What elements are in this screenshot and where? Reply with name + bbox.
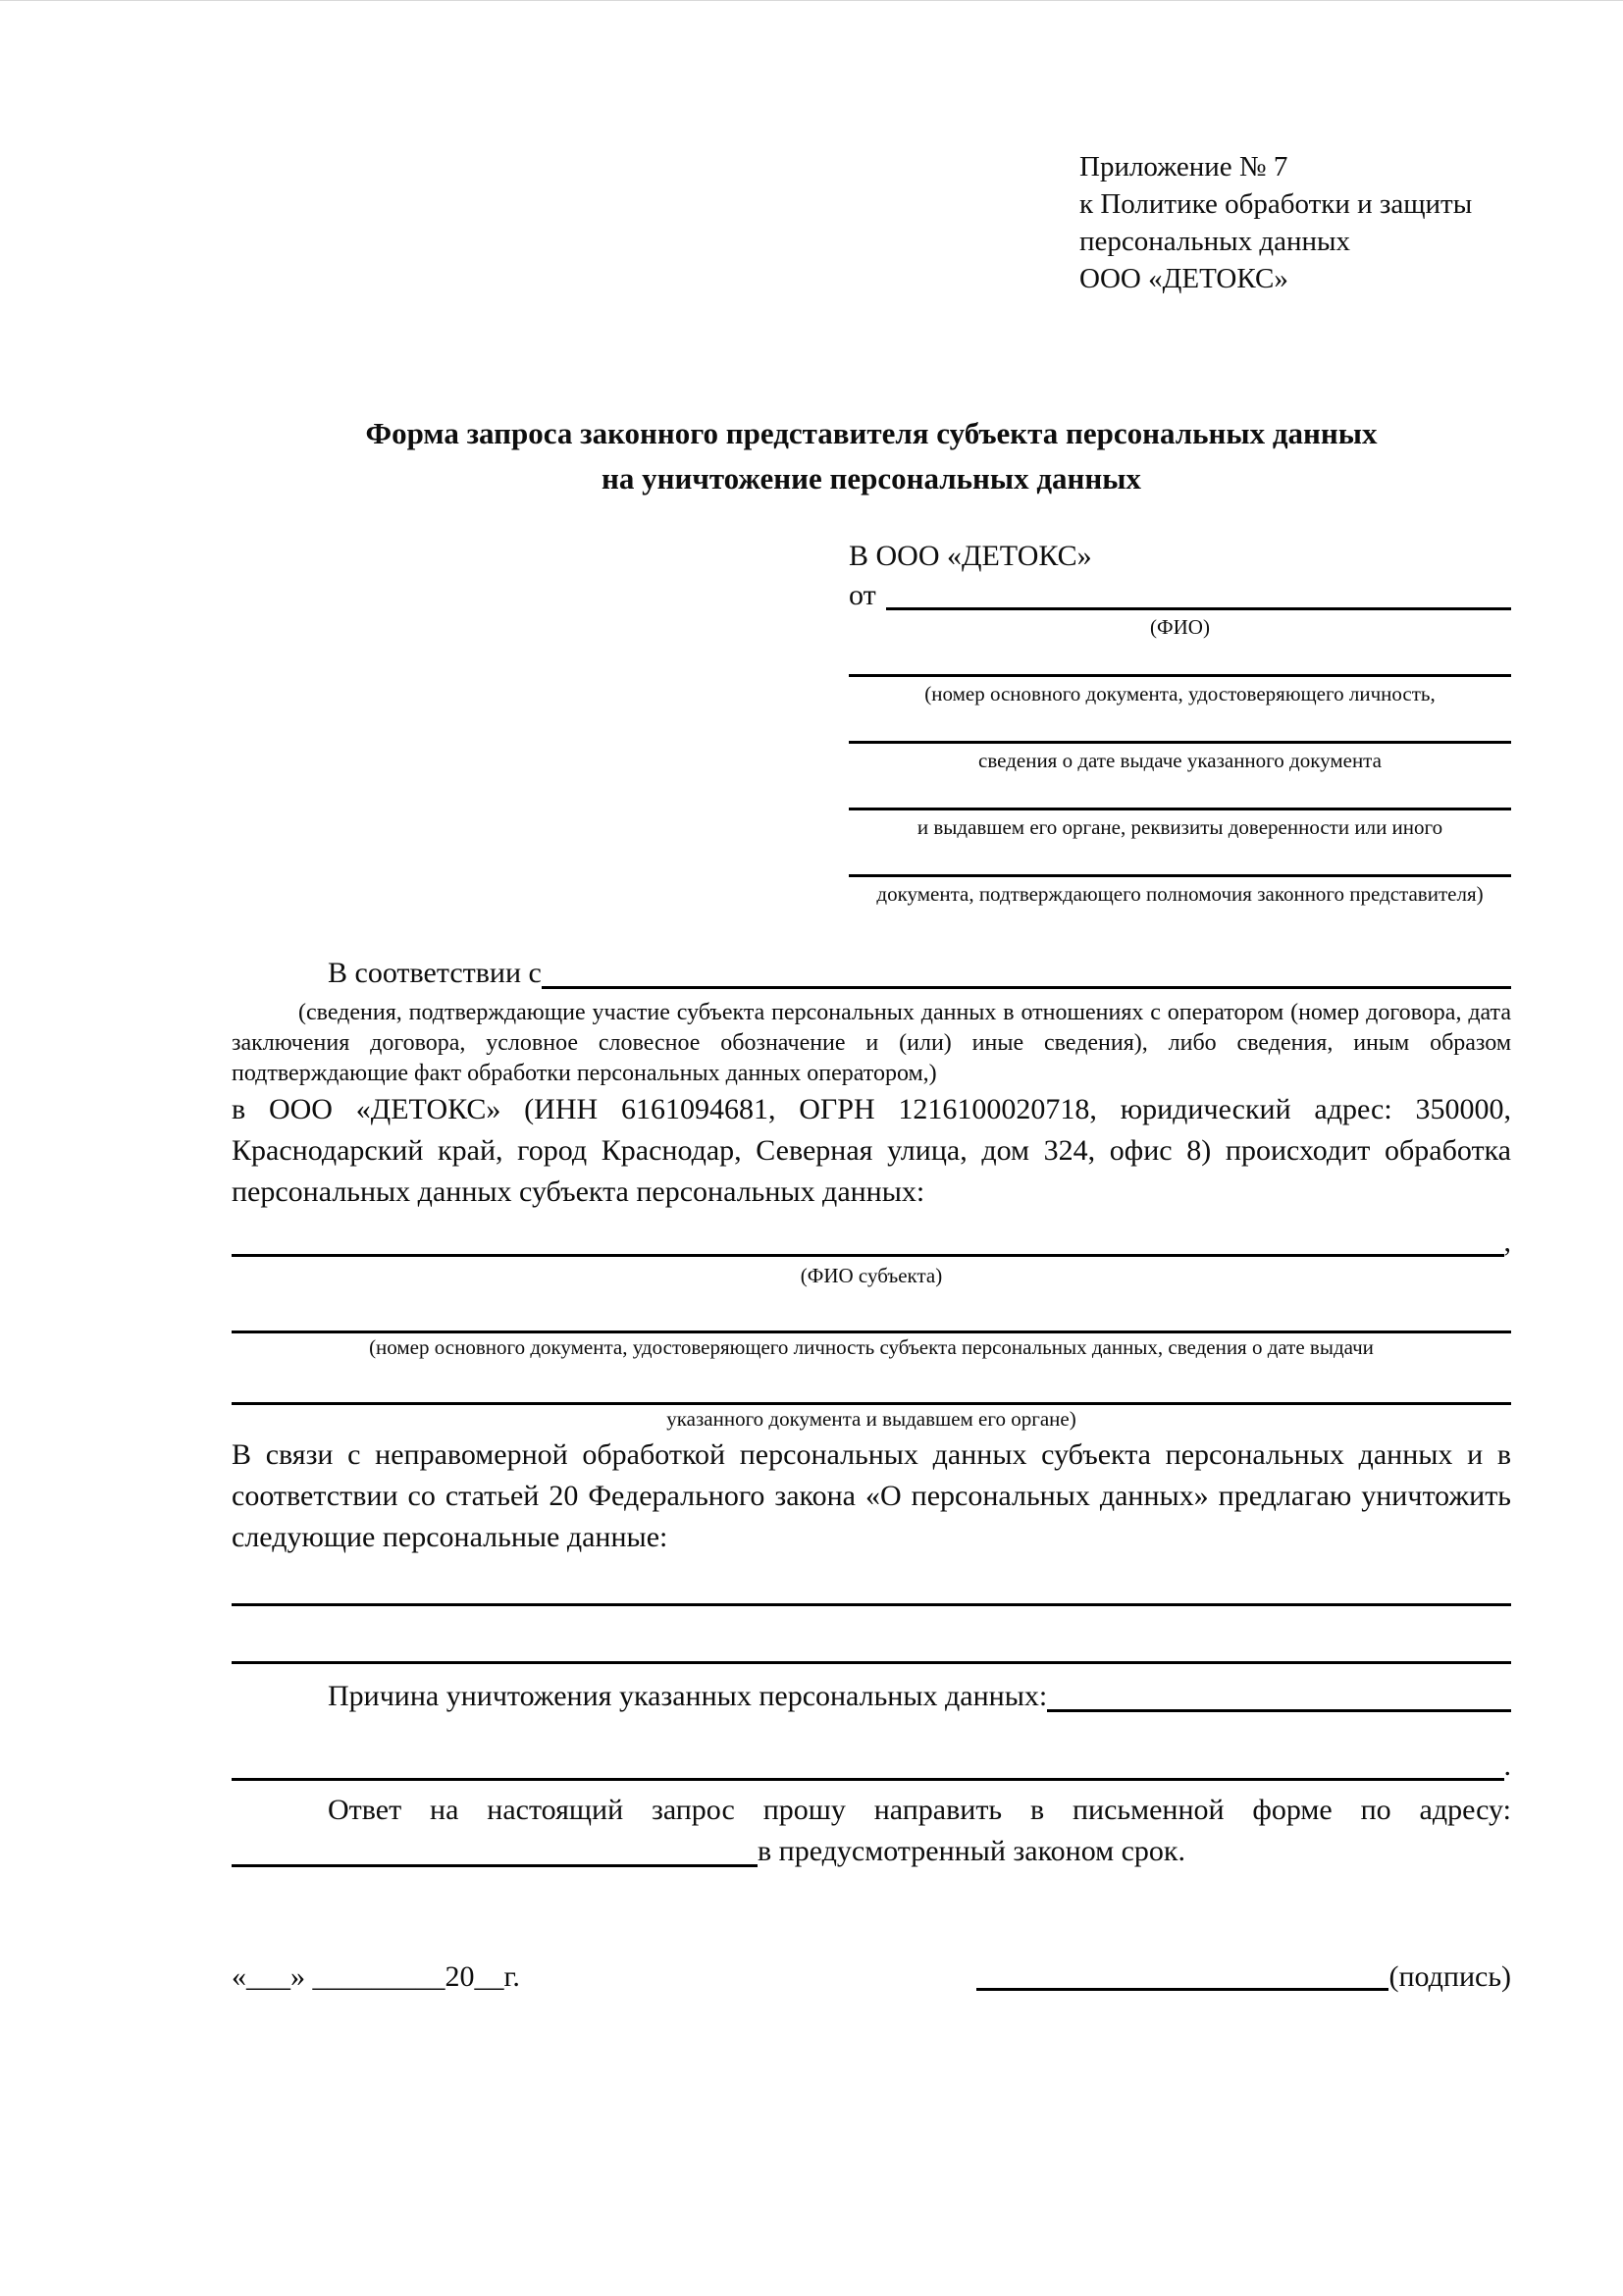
document-title-line-1: Форма запроса законного представителя субъекта персональных данных bbox=[365, 416, 1378, 450]
accordance-footnote: (сведения, подтверждающие участие субъекта персональных данных в отношениях с оператором (номер договора, дата заключения договора, условное словесное обозначение и (или) иные сведения), либо сведения, иным образом подтверждающие факт обработки персональных данных оператором,) bbox=[232, 1000, 1511, 1086]
blank-field-line bbox=[886, 607, 1511, 610]
appendix-note bbox=[1079, 148, 1511, 297]
request-paragraph: В связи с неправомерной обработкой персональных данных субъекта персональных данных и в соответствии со статьей 20 Федерального закона «О персональных данных» предлагаю уничтожить следующие персональные данные: bbox=[232, 1438, 1511, 1553]
field-caption: (номер основного документа, удостоверяющего личность, bbox=[924, 682, 1436, 705]
document-body bbox=[232, 953, 1511, 1998]
operator-paragraph: в ООО «ДЕТОКС» (ИНН 6161094681, ОГРН 1216100020718, юридический адрес: 350000, Краснодарский край, город Краснодар, Северная улица, дом 324, офис 8) происходит обработка персональных данных субъекта персональных данных: bbox=[232, 1093, 1511, 1208]
field-caption: документа, подтверждающего полномочия законного представителя) bbox=[876, 882, 1484, 906]
appendix-line: персональных данных bbox=[1079, 226, 1351, 257]
date-blank: «___» _________20__г. bbox=[232, 1960, 520, 1993]
field-caption: сведения о дате выдаче указанного документа bbox=[978, 749, 1382, 772]
blank-field-line bbox=[542, 986, 1511, 989]
trailing-comma: , bbox=[1503, 1226, 1511, 1258]
blank-field-line bbox=[1047, 1709, 1511, 1712]
answer-tail-text: в предусмотренный законом срок. bbox=[758, 1835, 1185, 1867]
blank-field-line bbox=[232, 1661, 1511, 1664]
blank-field-line bbox=[232, 1254, 1504, 1257]
subject-fio-row bbox=[232, 1223, 1511, 1262]
blank-field-line bbox=[232, 1331, 1511, 1333]
reason-label: Причина уничтожения указанных персональных данных: bbox=[328, 1680, 1048, 1712]
blank-field-line bbox=[849, 674, 1511, 677]
subject-doc-caption-1: (номер основного документа, удостоверяющего личность субъекта персональных данных, сведения о дате выдачи bbox=[369, 1335, 1374, 1359]
blank-field-line bbox=[232, 1778, 1504, 1781]
accordance-row bbox=[232, 953, 1511, 994]
subject-fio-caption: (ФИО субъекта) bbox=[800, 1264, 943, 1287]
blank-field-line bbox=[849, 808, 1511, 810]
trailing-period: . bbox=[1503, 1749, 1511, 1782]
addressee-field bbox=[849, 741, 1511, 772]
subject-doc-caption-2: указанного документа и выдавшем его органе) bbox=[666, 1407, 1076, 1431]
blank-field-line bbox=[849, 874, 1511, 877]
blank-field-line bbox=[232, 1402, 1511, 1405]
addressee-to: В ООО «ДЕТОКС» bbox=[849, 540, 1092, 572]
addressee-field bbox=[849, 674, 1511, 705]
appendix-line: к Политике обработки и защиты bbox=[1079, 188, 1473, 220]
document-content bbox=[0, 1, 1623, 1998]
addressee-from-row bbox=[849, 576, 1511, 615]
blank-field-line bbox=[232, 1603, 1511, 1606]
reason-row bbox=[232, 1676, 1511, 1717]
from-label: от bbox=[849, 579, 876, 611]
answer-paragraph: Ответ на настоящий запрос прошу направить в письменной форме по адресу: bbox=[328, 1794, 1511, 1826]
addressee-field bbox=[849, 808, 1511, 839]
document-title-line-2: на уничтожение персональных данных bbox=[602, 461, 1141, 496]
signature-group bbox=[976, 1957, 1511, 1998]
accordance-label: В соответствии с bbox=[328, 957, 542, 989]
signature-line bbox=[976, 1988, 1388, 1991]
blank-field-line bbox=[849, 741, 1511, 744]
appendix-line: ООО «ДЕТОКС» bbox=[1079, 263, 1288, 294]
reason-continuation-row bbox=[232, 1747, 1511, 1786]
appendix-line: Приложение № 7 bbox=[1079, 151, 1288, 183]
field-caption: и выдавшем его органе, реквизиты доверенности или иного bbox=[916, 815, 1443, 839]
signature-row bbox=[232, 1957, 1511, 1998]
addressee-field bbox=[849, 874, 1511, 906]
blank-field-line bbox=[232, 1864, 758, 1867]
addressee-block bbox=[849, 537, 1511, 906]
fio-caption: (ФИО) bbox=[1150, 615, 1210, 639]
answer-tail-row bbox=[232, 1831, 1511, 1872]
signature-caption: (подпись) bbox=[1388, 1960, 1511, 1993]
document-title bbox=[232, 411, 1511, 501]
